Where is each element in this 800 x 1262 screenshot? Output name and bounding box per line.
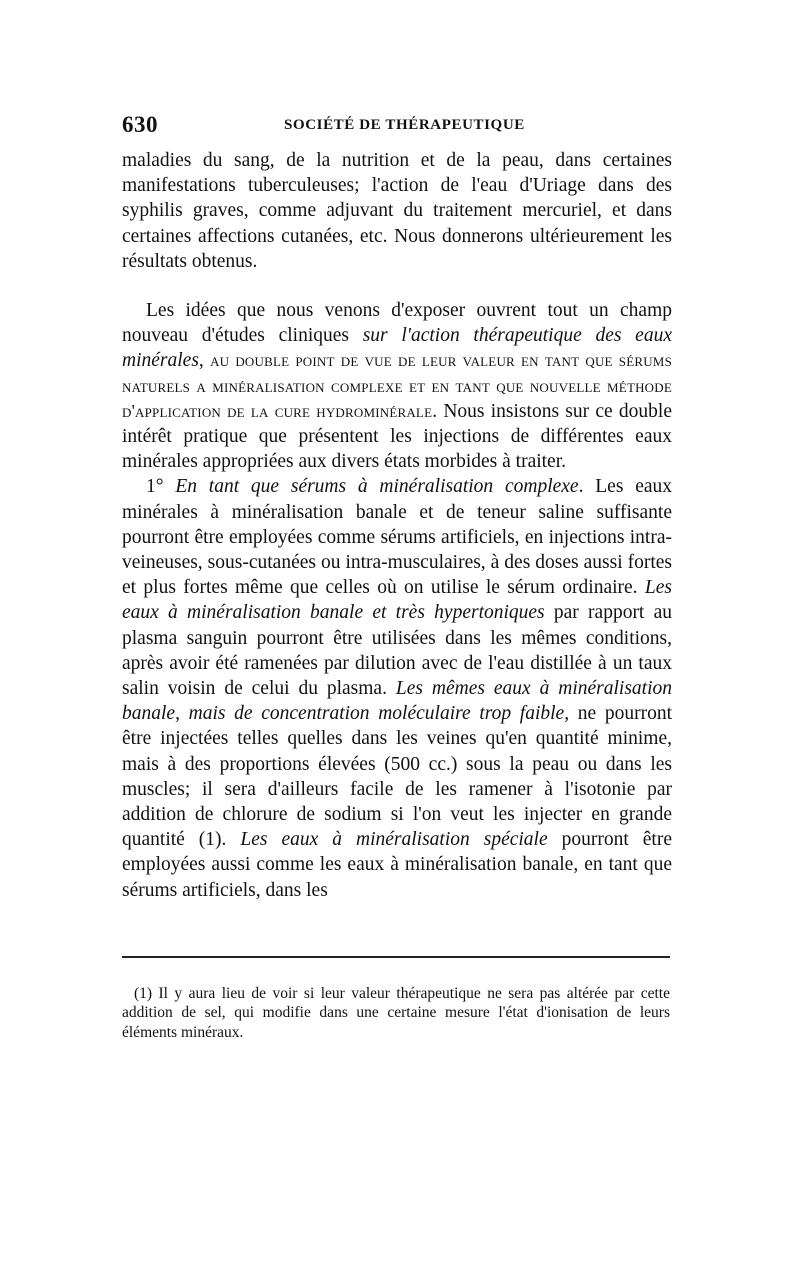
- running-title: SOCIÉTÉ DE THÉRAPEUTIQUE: [284, 117, 525, 133]
- paragraph-3-text-e: par rapport au plasma sanguin pourront être utilisées dans les mêmes conditions, après avoir été ramenées par dilution avec de l'eau distillée à un taux salin voisin de celui du plasma.: [122, 602, 672, 700]
- paragraph-2: [122, 298, 672, 474]
- paragraph-2-small-caps: au double point de vue de leur valeur en tant que sérums naturels a minéralisation complexe et en tant que nouvelle méthode d'application de la cure hydrominérale: [122, 350, 672, 421]
- page-number: 630: [122, 112, 158, 137]
- paragraph-2-text-e: . Nous insistons sur ce double intérêt pratique que présentent les injections de différentes eaux minérales appropriées aux divers états morbides à traiter.: [122, 400, 672, 473]
- paragraph-1: maladies du sang, de la nutrition et de la peau, dans certaines manifestations tuberculeuses; l'action de l'eau d'Uriage dans des syphilis graves, comme adjuvant du traitement mercuriel, et dans certaines affections cutanées, etc. Nous donnerons ultérieurement les résultats obtenus.: [122, 150, 672, 272]
- paragraph-3-text-c: . Les eaux minérales à minéralisation banale et de teneur saline suffisante pourront être employées comme sérums artificiels, en injections intra-veineuses, sous-cutanées ou intra-musculaires, à des doses aussi fortes et plus fortes même que celles où on utilise le sérum ordinaire.: [122, 476, 673, 599]
- paragraph-3-italic-heading: En tant que sérums à minéralisation complexe: [175, 476, 579, 498]
- paragraph-2-text-a: Les idées que nous venons d'exposer ouvrent tout un champ nouveau d'études cliniques: [122, 300, 672, 347]
- footnote: (1) Il y aura lieu de voir si leur valeur thérapeutique ne sera pas altérée par cette addition de sel, qui modifie dans une certaine mesure l'état d'ionisation de leurs éléments minéraux.: [122, 984, 670, 1041]
- paragraph-3-number: 1°: [146, 476, 176, 498]
- page-header: [122, 112, 670, 142]
- paragraph-3-italic-h: Les eaux à minéralisation spéciale: [240, 829, 548, 851]
- paragraph-2-italic: sur l'action thérapeutique des eaux minérales: [122, 325, 672, 372]
- paragraph-3-text-i: pourront être employées aussi comme les eaux à minéralisation banale, en tant que sérums artificiels, dans les: [122, 829, 672, 901]
- paragraph-3-text-g: ne pourront être injectées telles quelles dans les veines qu'en quantité minime, mais à des proportions élevées (500 cc.) sous la peau ou dans les muscles; il sera d'ailleurs facile de les ramener à l'isotonie par addition de chlorure de sodium si l'on veut les injecter en grande quantité (1).: [122, 703, 673, 851]
- paragraph-3: [122, 474, 672, 902]
- paragraph-2-text-c: ,: [198, 350, 211, 372]
- paragraph-3-italic-d: Les eaux à minéralisation banale et très hypertoniques: [122, 577, 672, 624]
- paragraph-3-italic-f: Les mêmes eaux à minéralisation banale, mais de concentration moléculaire trop faible,: [122, 678, 672, 725]
- footnote-rule: [122, 956, 670, 958]
- body-text: [122, 148, 672, 903]
